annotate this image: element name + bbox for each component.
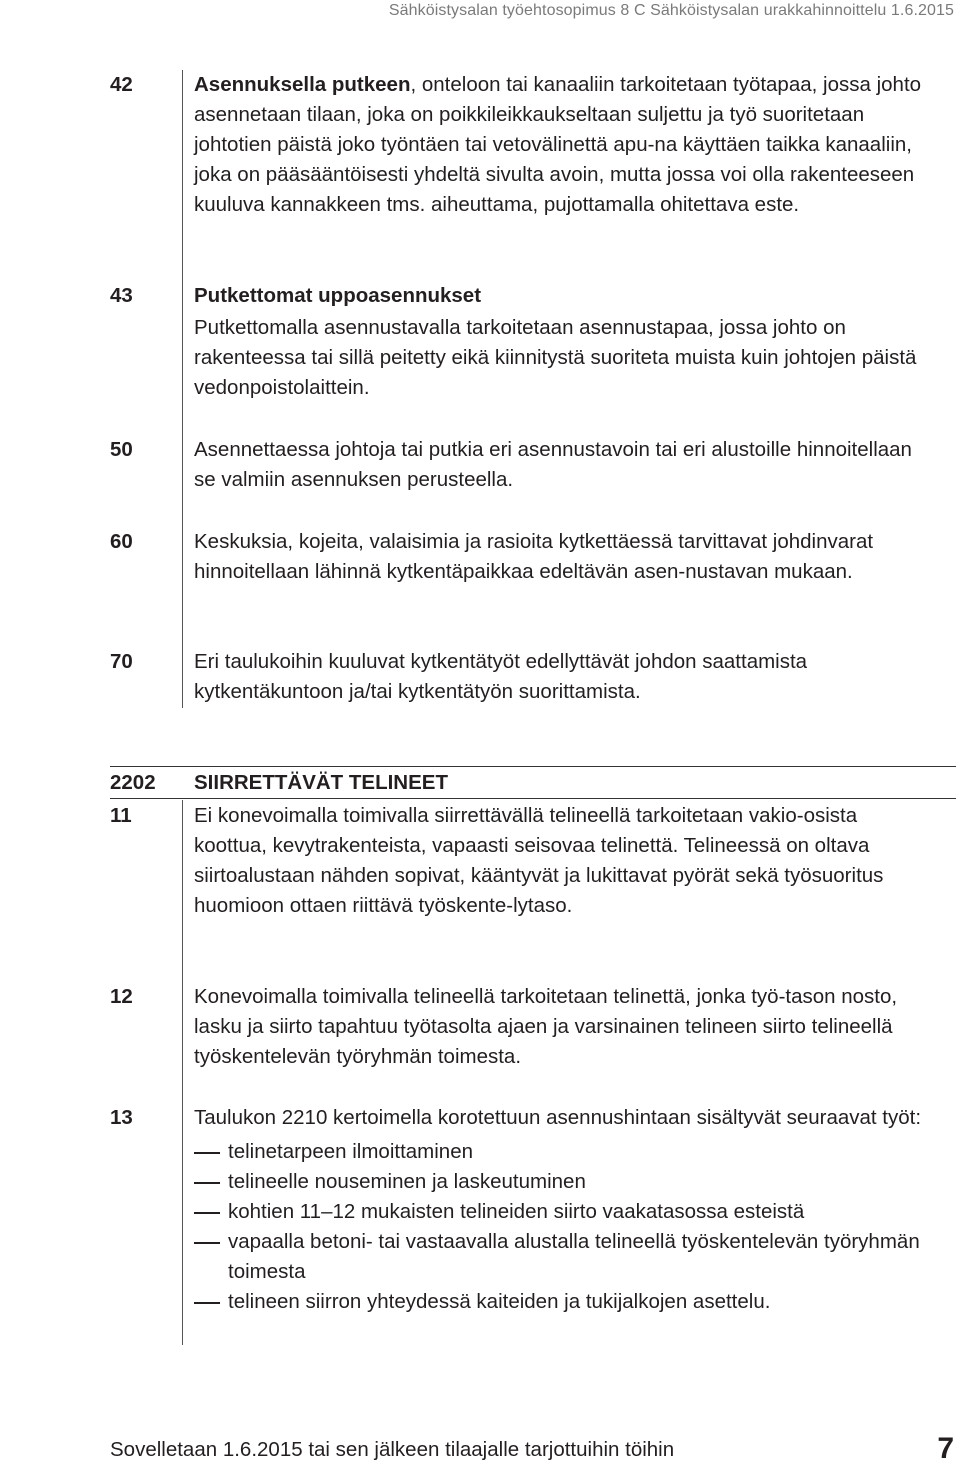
section-60 [110,527,940,587]
section-number: 43 [110,284,133,307]
page-footer [110,1432,954,1465]
section-lead: Asennuksella putkeen [194,73,411,96]
table-top-rule [110,766,956,767]
section-number: 60 [110,530,133,553]
list-item: telineen siirron yhteydessä kaiteiden ja tukijalkojen asettelu. [194,1287,934,1317]
section-number: 11 [110,804,132,827]
section-2202-item-12 [110,982,940,1072]
section-body: , onteloon tai kanaaliin tarkoitetaan työtapaa, jossa johto asennetaan tilaan, joka on poikkileikkaukseltaan suljettu ja työ suoritetaan johtotien päistä joko työntäen tai vetovälinettä apu-na käyttäen taikka kanaaliin, joka on pääsääntöisesti yhdeltä sivulta avoin, mutta jossa voi olla rakenteeseen kuuluva kannakkeen tms. aiheuttama, pujottamalla ohitettava este. [194,73,922,216]
list-item: telineelle nouseminen ja laskeutuminen [194,1167,934,1197]
section-body: Asennettaessa johtoja tai putkia eri asennustavoin tai eri alustoille hinnoitellaan se valmiin asennuksen perusteella. [194,438,912,491]
dash-list [194,1137,934,1317]
section-body: Keskuksia, kojeita, valaisimia ja rasioita kytkettäessä tarvittavat johdinvarat hinnoitellaan lähinnä kytkentäpaikkaa edeltävän asen-nustavan mukaan. [194,530,874,583]
running-header: Sähköistysalan työehtosopimus 8 C Sähköistysalan urakkahinnoittelu 1.6.2015 [388,2,954,19]
section-body: Eri taulukoihin kuuluvat kytkentätyöt edellyttävät johdon saattamista kytkentäkuntoon ja/tai kytkentätyön suorittamista. [194,650,808,703]
section-43 [110,281,940,403]
table-header-rule [110,798,956,799]
list-item: vapaalla betoni- tai vastaavalla alustalla telineellä työskentelevän työryhmän toimesta [194,1227,934,1287]
section-body: Ei konevoimalla toimivalla siirrettävällä telineellä tarkoitetaan vakio-osista koottua, kevytrakenteista, vapaasti seisovaa telinettä. Telineessä on oltava siirtoalustaan nähden sopivat, kääntyvät ja lukittavat pyörät sekä työsuoritus huomioon ottaen riittävä työskente-lytaso. [194,804,884,917]
section-body: Taulukon 2210 kertoimella korotettuun asennushintaan sisältyvät seuraavat työt: [194,1106,922,1129]
footer-text: Sovelletaan 1.6.2015 tai sen jälkeen tilaajalle tarjottuihin töihin [110,1438,675,1461]
section-number: 70 [110,650,133,673]
section-heading: Putkettomat uppoasennukset [194,284,482,307]
section-text [182,70,934,220]
section-70 [110,647,940,707]
section-text [182,281,934,403]
section-title: SIIRRETTÄVÄT TELINEET [194,771,448,794]
list-item: telinetarpeen ilmoittaminen [194,1137,934,1167]
list-item: kohtien 11–12 mukaisten telineiden siirto vaakatasossa esteistä [194,1197,934,1227]
section-number: 50 [110,438,133,461]
section-number: 2202 [110,771,156,794]
section-body: Konevoimalla toimivalla telineellä tarkoitetaan telinettä, jonka työ-tason nosto, lasku ja siirto tapahtuu työtasolta ajaen ja varsinainen telineen siirto telineellä työskentelevän työryhmän toimesta. [194,985,898,1068]
section-body: Putkettomalla asennustavalla tarkoitetaan asennustapaa, jossa johto on rakenteessa tai sillä peitetty eikä kiinnitystä suoriteta muista kuin johtojen päistä vedonpoistolaittein. [194,316,917,399]
section-2202-item-13 [110,1103,940,1317]
section-2202-item-11 [110,801,940,921]
section-number: 12 [110,985,133,1008]
page-number: 7 [937,1432,954,1465]
section-number: 13 [110,1106,133,1129]
section-text [182,1103,934,1317]
section-42 [110,70,940,220]
section-50 [110,435,940,495]
section-2202-title-row [110,768,448,798]
section-number: 42 [110,73,133,96]
